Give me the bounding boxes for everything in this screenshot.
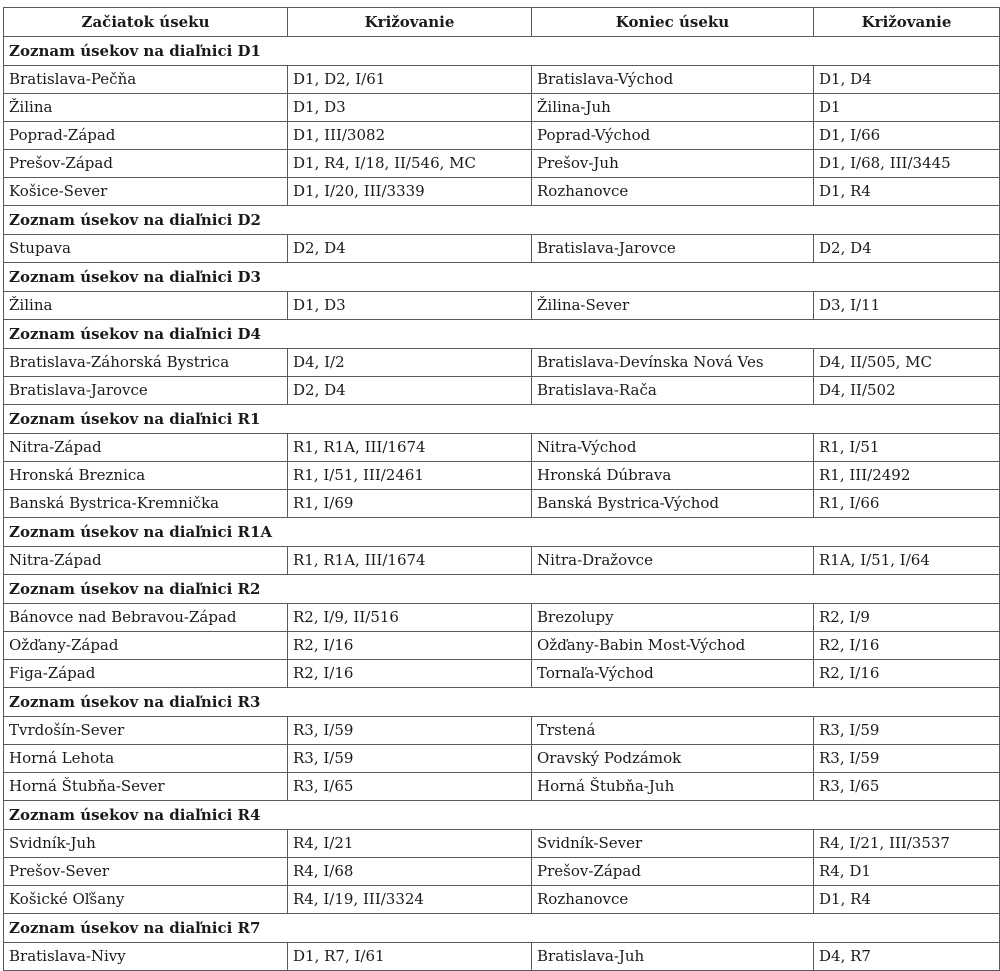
- section-end-cell: Hronská Dúbrava: [532, 462, 814, 490]
- table-row: [4, 547, 1000, 575]
- start-crossing-cell: D1, D3: [288, 94, 532, 122]
- table-row: [4, 773, 1000, 801]
- end-crossing-cell: D4, II/505, MC: [814, 349, 1000, 377]
- end-crossing-cell: R1A, I/51, I/64: [814, 547, 1000, 575]
- end-crossing-cell: D1, I/66: [814, 122, 1000, 150]
- section-start-cell: Tvrdošín-Sever: [4, 717, 288, 745]
- table-row: [4, 858, 1000, 886]
- start-crossing-cell: R2, I/9, II/516: [288, 604, 532, 632]
- section-start-cell: Nitra-Západ: [4, 547, 288, 575]
- start-crossing-cell: D1, R4, I/18, II/546, MC: [288, 150, 532, 178]
- start-crossing-cell: D2, D4: [288, 235, 532, 263]
- start-crossing-cell: R1, I/51, III/2461: [288, 462, 532, 490]
- start-crossing-cell: R1, R1A, III/1674: [288, 547, 532, 575]
- end-crossing-cell: D1, D4: [814, 66, 1000, 94]
- section-end-cell: Nitra-Východ: [532, 434, 814, 462]
- section-start-cell: Bratislava-Nivy: [4, 943, 288, 971]
- group-title: Zoznam úsekov na diaľnici D3: [4, 263, 1000, 292]
- group-header-row: [4, 801, 1000, 830]
- section-start-cell: Prešov-Sever: [4, 858, 288, 886]
- section-start-cell: Žilina: [4, 292, 288, 320]
- section-end-cell: Rozhanovce: [532, 886, 814, 914]
- end-crossing-cell: D1, I/68, III/3445: [814, 150, 1000, 178]
- section-start-cell: Košické Oľšany: [4, 886, 288, 914]
- section-start-cell: Figa-Západ: [4, 660, 288, 688]
- start-crossing-cell: D4, I/2: [288, 349, 532, 377]
- section-start-cell: Horná Štubňa-Sever: [4, 773, 288, 801]
- section-end-cell: Prešov-Juh: [532, 150, 814, 178]
- end-crossing-cell: R1, III/2492: [814, 462, 1000, 490]
- end-crossing-cell: D4, II/502: [814, 377, 1000, 405]
- group-header-row: [4, 914, 1000, 943]
- end-crossing-cell: D1, R4: [814, 886, 1000, 914]
- table-row: [4, 462, 1000, 490]
- section-end-cell: Oravský Podzámok: [532, 745, 814, 773]
- section-start-cell: Bratislava-Záhorská Bystrica: [4, 349, 288, 377]
- section-end-cell: Trstená: [532, 717, 814, 745]
- section-start-cell: Svidník-Juh: [4, 830, 288, 858]
- section-start-cell: Žilina: [4, 94, 288, 122]
- table-row: [4, 604, 1000, 632]
- start-crossing-cell: D1, I/20, III/3339: [288, 178, 532, 206]
- header-section-start: Začiatok úseku: [4, 8, 288, 37]
- section-end-cell: Ožďany-Babin Most-Východ: [532, 632, 814, 660]
- end-crossing-cell: R4, D1: [814, 858, 1000, 886]
- table-row: [4, 434, 1000, 462]
- end-crossing-cell: D3, I/11: [814, 292, 1000, 320]
- group-header-row: [4, 320, 1000, 349]
- section-end-cell: Banská Bystrica-Východ: [532, 490, 814, 518]
- table-row: [4, 886, 1000, 914]
- header-start-crossing: Križovanie: [288, 8, 532, 37]
- end-crossing-cell: R2, I/16: [814, 660, 1000, 688]
- section-start-cell: Ožďany-Západ: [4, 632, 288, 660]
- group-title: Zoznam úsekov na diaľnici D2: [4, 206, 1000, 235]
- highway-sections-table: [3, 7, 1000, 971]
- section-start-cell: Nitra-Západ: [4, 434, 288, 462]
- header-end-crossing: Križovanie: [814, 8, 1000, 37]
- start-crossing-cell: R4, I/21: [288, 830, 532, 858]
- header-row: [4, 8, 1000, 37]
- section-end-cell: Žilina-Sever: [532, 292, 814, 320]
- group-header-row: [4, 37, 1000, 66]
- table-row: [4, 150, 1000, 178]
- end-crossing-cell: D2, D4: [814, 235, 1000, 263]
- group-title: Zoznam úsekov na diaľnici D4: [4, 320, 1000, 349]
- section-end-cell: Bratislava-Východ: [532, 66, 814, 94]
- start-crossing-cell: D1, D2, I/61: [288, 66, 532, 94]
- section-end-cell: Žilina-Juh: [532, 94, 814, 122]
- section-start-cell: Bratislava-Pečňa: [4, 66, 288, 94]
- end-crossing-cell: R2, I/16: [814, 632, 1000, 660]
- start-crossing-cell: R2, I/16: [288, 632, 532, 660]
- section-end-cell: Bratislava-Jarovce: [532, 235, 814, 263]
- group-header-row: [4, 263, 1000, 292]
- start-crossing-cell: D1, R7, I/61: [288, 943, 532, 971]
- section-end-cell: Bratislava-Devínska Nová Ves: [532, 349, 814, 377]
- table-row: [4, 122, 1000, 150]
- end-crossing-cell: D1, R4: [814, 178, 1000, 206]
- section-end-cell: Nitra-Dražovce: [532, 547, 814, 575]
- header-section-end: Koniec úseku: [532, 8, 814, 37]
- group-header-row: [4, 575, 1000, 604]
- start-crossing-cell: R3, I/65: [288, 773, 532, 801]
- section-end-cell: Bratislava-Juh: [532, 943, 814, 971]
- group-header-row: [4, 688, 1000, 717]
- section-start-cell: Bánovce nad Bebravou-Západ: [4, 604, 288, 632]
- table-row: [4, 349, 1000, 377]
- table-row: [4, 830, 1000, 858]
- section-start-cell: Prešov-Západ: [4, 150, 288, 178]
- end-crossing-cell: R3, I/59: [814, 745, 1000, 773]
- section-end-cell: Brezolupy: [532, 604, 814, 632]
- section-start-cell: Poprad-Západ: [4, 122, 288, 150]
- section-start-cell: Horná Lehota: [4, 745, 288, 773]
- group-title: Zoznam úsekov na diaľnici R2: [4, 575, 1000, 604]
- group-title: Zoznam úsekov na diaľnici D1: [4, 37, 1000, 66]
- section-start-cell: Košice-Sever: [4, 178, 288, 206]
- table-row: [4, 178, 1000, 206]
- table-header: [4, 8, 1000, 37]
- section-end-cell: Rozhanovce: [532, 178, 814, 206]
- section-start-cell: Hronská Breznica: [4, 462, 288, 490]
- end-crossing-cell: R2, I/9: [814, 604, 1000, 632]
- start-crossing-cell: R3, I/59: [288, 745, 532, 773]
- section-end-cell: Poprad-Východ: [532, 122, 814, 150]
- section-end-cell: Prešov-Západ: [532, 858, 814, 886]
- group-header-row: [4, 518, 1000, 547]
- end-crossing-cell: D4, R7: [814, 943, 1000, 971]
- table-row: [4, 660, 1000, 688]
- end-crossing-cell: R1, I/66: [814, 490, 1000, 518]
- table-row: [4, 377, 1000, 405]
- start-crossing-cell: R2, I/16: [288, 660, 532, 688]
- section-start-cell: Bratislava-Jarovce: [4, 377, 288, 405]
- group-header-row: [4, 206, 1000, 235]
- start-crossing-cell: D1, III/3082: [288, 122, 532, 150]
- section-end-cell: Horná Štubňa-Juh: [532, 773, 814, 801]
- table-row: [4, 745, 1000, 773]
- start-crossing-cell: R1, R1A, III/1674: [288, 434, 532, 462]
- start-crossing-cell: D1, D3: [288, 292, 532, 320]
- end-crossing-cell: D1: [814, 94, 1000, 122]
- group-header-row: [4, 405, 1000, 434]
- table-body: [4, 37, 1000, 971]
- table-row: [4, 292, 1000, 320]
- section-end-cell: Svidník-Sever: [532, 830, 814, 858]
- table-row: [4, 490, 1000, 518]
- section-start-cell: Banská Bystrica-Kremnička: [4, 490, 288, 518]
- end-crossing-cell: R3, I/59: [814, 717, 1000, 745]
- start-crossing-cell: D2, D4: [288, 377, 532, 405]
- table-row: [4, 717, 1000, 745]
- section-end-cell: Bratislava-Rača: [532, 377, 814, 405]
- start-crossing-cell: R4, I/19, III/3324: [288, 886, 532, 914]
- table-row: [4, 235, 1000, 263]
- start-crossing-cell: R4, I/68: [288, 858, 532, 886]
- end-crossing-cell: R3, I/65: [814, 773, 1000, 801]
- start-crossing-cell: R1, I/69: [288, 490, 532, 518]
- end-crossing-cell: R4, I/21, III/3537: [814, 830, 1000, 858]
- section-start-cell: Stupava: [4, 235, 288, 263]
- table-row: [4, 66, 1000, 94]
- table-row: [4, 94, 1000, 122]
- group-title: Zoznam úsekov na diaľnici R4: [4, 801, 1000, 830]
- group-title: Zoznam úsekov na diaľnici R1: [4, 405, 1000, 434]
- table-row: [4, 943, 1000, 971]
- section-end-cell: Tornaľa-Východ: [532, 660, 814, 688]
- group-title: Zoznam úsekov na diaľnici R3: [4, 688, 1000, 717]
- table-row: [4, 632, 1000, 660]
- end-crossing-cell: R1, I/51: [814, 434, 1000, 462]
- start-crossing-cell: R3, I/59: [288, 717, 532, 745]
- group-title: Zoznam úsekov na diaľnici R7: [4, 914, 1000, 943]
- group-title: Zoznam úsekov na diaľnici R1A: [4, 518, 1000, 547]
